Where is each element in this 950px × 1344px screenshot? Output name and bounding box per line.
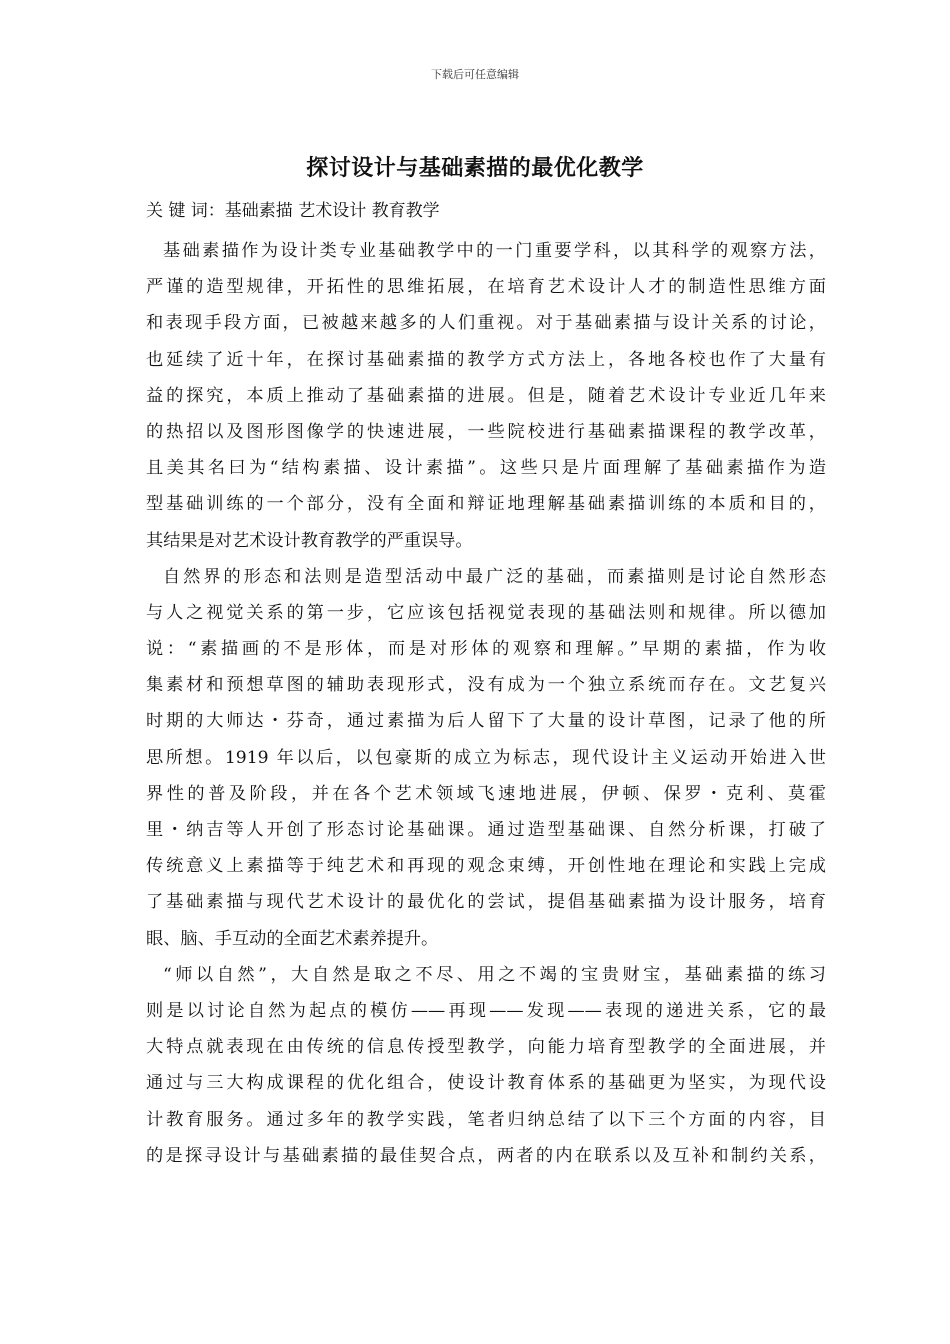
paragraph-3-line: 计教育服务。通过多年的教学实践，笔者归纳总结了以下三个方面的内容，目 — [146, 1109, 826, 1130]
header-note: 下载后可任意编辑 — [431, 68, 519, 81]
paragraph-3-line: 大特点就表现在由传统的信息传授型教学，向能力培育型教学的全面进展，并 — [146, 1037, 826, 1058]
paragraph-1-line: 严谨的造型规律，开拓性的思维拓展，在培育艺术设计人才的制造性思维方面 — [146, 277, 826, 298]
paragraph-2-line: 了基础素描与现代艺术设计的最优化的尝试，提倡基础素描为设计服务，培育 — [146, 892, 826, 913]
paragraph-3-line: “师以自然”，大自然是取之不尽、用之不竭的宝贵财宝，基础素描的练习 — [163, 964, 826, 985]
paragraph-2-line: 思所想。1919 年以后，以包豪斯的成立为标志，现代设计主义运动开始进入世 — [146, 747, 826, 768]
paragraph-1-line: 基础素描作为设计类专业基础教学中的一门重要学科，以其科学的观察方法， — [163, 241, 826, 261]
paragraph-2-line: 里・纳吉等人开创了形态讨论基础课。通过造型基础课、自然分析课，打破了 — [146, 820, 826, 840]
paragraph-1-line: 益的探究，本质上推动了基础素描的进展。但是，随着艺术设计专业近几年来 — [146, 385, 826, 406]
paragraph-2-line: 说：“素描画的不是形体，而是对形体的观察和理解。”早期的素描，作为收 — [146, 639, 826, 660]
paragraph-1-line: 型基础训练的一个部分，没有全面和辩证地理解基础素描训练的本质和目的， — [146, 494, 826, 515]
paragraph-2-line: 界性的普及阶段，并在各个艺术领域飞速地进展，伊顿、保罗・克利、莫霍 — [146, 783, 826, 804]
paragraph-1-line: 的热招以及图形图像学的快速进展，一些院校进行基础素描课程的教学改革， — [146, 421, 826, 442]
paragraph-2-line: 与人之视觉关系的第一步，它应该包括视觉表现的基础法则和规律。所以德加 — [146, 602, 826, 623]
body-text — [146, 233, 826, 1174]
paragraph-2-line: 自然界的形态和法则是造型活动中最广泛的基础，而素描则是讨论自然形态 — [163, 566, 826, 587]
paragraph-2-line: 时期的大师达・芬奇，通过素描为后人留下了大量的设计草图，记录了他的所 — [146, 711, 826, 732]
paragraph-2-line: 传统意义上素描等于纯艺术和再现的观念束缚，开创性地在理论和实践上完成 — [146, 856, 826, 877]
paragraph-3-line: 的是探寻设计与基础素描的最佳契合点，两者的内在联系以及互补和制约关系， — [146, 1145, 826, 1166]
paragraph-2-line: 集素材和预想草图的辅助表现形式，没有成为一个独立系统而存在。文艺复兴 — [146, 675, 826, 696]
paragraph-1-line: 也延续了近十年，在探讨基础素描的教学方式方法上，各地各校也作了大量有 — [146, 349, 826, 370]
paragraph-1-line: 和表现手段方面，已被越来越多的人们重视。对于基础素描与设计关系的讨论， — [146, 313, 826, 334]
paragraph-1-line: 且美其名曰为“结构素描、设计素描”。这些只是片面理解了基础素描作为造 — [146, 458, 826, 479]
keywords-line: 关 键 词：基础素描 艺术设计 教育教学 — [146, 201, 440, 221]
paragraph-1-line: 其结果是对艺术设计教育教学的严重误导。 — [146, 530, 473, 551]
document-title: 探讨设计与基础素描的最优化教学 — [306, 155, 644, 181]
paragraph-3-line: 通过与三大构成课程的优化组合，使设计教育体系的基础更为坚实，为现代设 — [146, 1073, 826, 1094]
paragraph-2-line: 眼、脑、手互动的全面艺术素养提升。 — [146, 928, 439, 949]
paragraph-3-line: 则是以讨论自然为起点的模仿——再现——发现——表现的递进关系，它的最 — [146, 1000, 826, 1021]
